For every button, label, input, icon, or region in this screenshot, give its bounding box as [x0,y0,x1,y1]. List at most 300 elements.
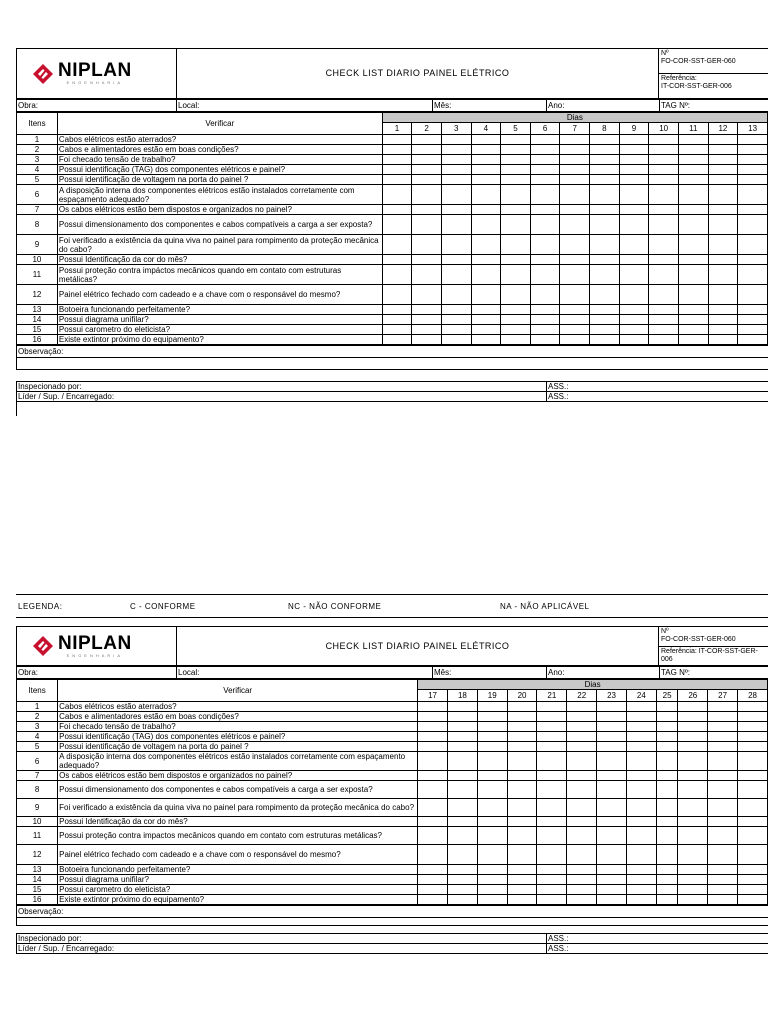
day-check-cell[interactable] [597,799,627,817]
day-check-cell[interactable] [412,185,442,205]
day-check-cell[interactable] [382,315,412,325]
day-check-cell[interactable] [530,305,560,315]
day-check-cell[interactable] [530,185,560,205]
day-check-cell[interactable] [418,817,448,827]
day-check-cell[interactable] [412,305,442,315]
day-check-cell[interactable] [626,817,656,827]
day-check-cell[interactable] [382,165,412,175]
day-check-cell[interactable] [412,285,442,305]
day-check-cell[interactable] [471,285,501,305]
day-check-cell[interactable] [530,235,560,255]
day-check-cell[interactable] [382,215,412,235]
day-check-cell[interactable] [738,305,768,315]
day-check-cell[interactable] [441,155,471,165]
day-check-cell[interactable] [678,827,708,845]
day-check-cell[interactable] [656,885,678,895]
day-check-cell[interactable] [590,165,620,175]
day-check-cell[interactable] [738,895,768,905]
ass-field-4[interactable]: ASS.: [547,944,768,954]
day-check-cell[interactable] [537,895,567,905]
day-check-cell[interactable] [418,865,448,875]
local-field-2[interactable]: Local: [177,667,433,679]
day-check-cell[interactable] [678,135,708,145]
day-check-cell[interactable] [619,255,649,265]
day-check-cell[interactable] [619,335,649,345]
day-check-cell[interactable] [441,175,471,185]
day-check-cell[interactable] [382,135,412,145]
day-check-cell[interactable] [708,315,738,325]
mes-field[interactable]: Mês: [433,100,547,112]
day-check-cell[interactable] [619,185,649,205]
day-check-cell[interactable] [597,722,627,732]
day-check-cell[interactable] [560,335,590,345]
day-check-cell[interactable] [441,325,471,335]
day-check-cell[interactable] [678,215,708,235]
day-check-cell[interactable] [708,781,738,799]
day-check-cell[interactable] [626,865,656,875]
day-check-cell[interactable] [678,712,708,722]
day-check-cell[interactable] [590,185,620,205]
day-check-cell[interactable] [560,265,590,285]
day-check-cell[interactable] [560,135,590,145]
day-check-cell[interactable] [471,235,501,255]
day-check-cell[interactable] [590,335,620,345]
day-check-cell[interactable] [471,145,501,155]
day-check-cell[interactable] [507,712,537,722]
day-check-cell[interactable] [441,265,471,285]
day-check-cell[interactable] [477,722,507,732]
day-check-cell[interactable] [507,845,537,865]
day-check-cell[interactable] [537,817,567,827]
day-check-cell[interactable] [507,885,537,895]
day-check-cell[interactable] [507,752,537,771]
day-check-cell[interactable] [649,305,679,315]
day-check-cell[interactable] [560,255,590,265]
day-check-cell[interactable] [626,895,656,905]
day-check-cell[interactable] [619,265,649,285]
day-check-cell[interactable] [447,799,477,817]
day-check-cell[interactable] [537,875,567,885]
day-check-cell[interactable] [649,325,679,335]
day-check-cell[interactable] [501,165,531,175]
day-check-cell[interactable] [656,875,678,885]
day-check-cell[interactable] [678,722,708,732]
day-check-cell[interactable] [447,742,477,752]
day-check-cell[interactable] [597,712,627,722]
day-check-cell[interactable] [477,752,507,771]
day-check-cell[interactable] [678,175,708,185]
local-field[interactable]: Local: [177,100,433,112]
day-check-cell[interactable] [708,325,738,335]
day-check-cell[interactable] [678,865,708,875]
day-check-cell[interactable] [619,285,649,305]
day-check-cell[interactable] [678,305,708,315]
day-check-cell[interactable] [447,752,477,771]
day-check-cell[interactable] [738,325,768,335]
day-check-cell[interactable] [501,145,531,155]
day-check-cell[interactable] [708,145,738,155]
obra-field[interactable]: Obra: [17,100,177,112]
day-check-cell[interactable] [560,215,590,235]
day-check-cell[interactable] [708,702,738,712]
day-check-cell[interactable] [597,875,627,885]
day-check-cell[interactable] [418,722,448,732]
day-check-cell[interactable] [656,752,678,771]
day-check-cell[interactable] [507,865,537,875]
day-check-cell[interactable] [537,752,567,771]
day-check-cell[interactable] [597,742,627,752]
day-check-cell[interactable] [530,325,560,335]
day-check-cell[interactable] [708,885,738,895]
day-check-cell[interactable] [590,255,620,265]
day-check-cell[interactable] [626,702,656,712]
day-check-cell[interactable] [507,771,537,781]
day-check-cell[interactable] [678,145,708,155]
day-check-cell[interactable] [619,135,649,145]
day-check-cell[interactable] [708,215,738,235]
day-check-cell[interactable] [507,702,537,712]
day-check-cell[interactable] [418,702,448,712]
day-check-cell[interactable] [678,845,708,865]
day-check-cell[interactable] [708,817,738,827]
day-check-cell[interactable] [597,845,627,865]
day-check-cell[interactable] [507,722,537,732]
day-check-cell[interactable] [708,205,738,215]
day-check-cell[interactable] [738,702,768,712]
day-check-cell[interactable] [649,145,679,155]
day-check-cell[interactable] [597,732,627,742]
day-check-cell[interactable] [738,265,768,285]
day-check-cell[interactable] [382,155,412,165]
day-check-cell[interactable] [501,155,531,165]
day-check-cell[interactable] [567,742,597,752]
day-check-cell[interactable] [507,732,537,742]
tag-field-2[interactable]: TAG Nº: [660,667,768,679]
day-check-cell[interactable] [708,335,738,345]
day-check-cell[interactable] [412,315,442,325]
day-check-cell[interactable] [441,135,471,145]
day-check-cell[interactable] [560,145,590,155]
day-check-cell[interactable] [418,845,448,865]
day-check-cell[interactable] [471,335,501,345]
day-check-cell[interactable] [441,335,471,345]
day-check-cell[interactable] [590,285,620,305]
day-check-cell[interactable] [537,827,567,845]
day-check-cell[interactable] [590,235,620,255]
day-check-cell[interactable] [560,305,590,315]
day-check-cell[interactable] [649,285,679,305]
ass-field[interactable]: ASS.: [547,382,768,392]
day-check-cell[interactable] [619,305,649,315]
day-check-cell[interactable] [738,817,768,827]
day-check-cell[interactable] [738,175,768,185]
day-check-cell[interactable] [678,155,708,165]
day-check-cell[interactable] [678,885,708,895]
day-check-cell[interactable] [382,285,412,305]
day-check-cell[interactable] [649,235,679,255]
day-check-cell[interactable] [649,215,679,235]
day-check-cell[interactable] [567,752,597,771]
day-check-cell[interactable] [567,712,597,722]
day-check-cell[interactable] [619,205,649,215]
day-check-cell[interactable] [447,732,477,742]
day-check-cell[interactable] [656,771,678,781]
day-check-cell[interactable] [471,215,501,235]
day-check-cell[interactable] [678,771,708,781]
day-check-cell[interactable] [471,175,501,185]
day-check-cell[interactable] [412,135,442,145]
day-check-cell[interactable] [441,305,471,315]
day-check-cell[interactable] [447,702,477,712]
day-check-cell[interactable] [530,205,560,215]
day-check-cell[interactable] [590,265,620,285]
day-check-cell[interactable] [738,185,768,205]
ass-field-2[interactable]: ASS.: [547,392,768,402]
day-check-cell[interactable] [656,895,678,905]
day-check-cell[interactable] [418,799,448,817]
day-check-cell[interactable] [441,205,471,215]
day-check-cell[interactable] [708,255,738,265]
day-check-cell[interactable] [447,885,477,895]
day-check-cell[interactable] [708,185,738,205]
day-check-cell[interactable] [471,305,501,315]
day-check-cell[interactable] [530,145,560,155]
day-check-cell[interactable] [537,742,567,752]
day-check-cell[interactable] [708,165,738,175]
day-check-cell[interactable] [441,165,471,175]
day-check-cell[interactable] [507,781,537,799]
day-check-cell[interactable] [471,325,501,335]
day-check-cell[interactable] [567,817,597,827]
day-check-cell[interactable] [678,335,708,345]
day-check-cell[interactable] [649,155,679,165]
ano-field-2[interactable]: Ano: [547,667,660,679]
day-check-cell[interactable] [501,335,531,345]
day-check-cell[interactable] [441,255,471,265]
day-check-cell[interactable] [471,135,501,145]
day-check-cell[interactable] [626,722,656,732]
day-check-cell[interactable] [530,165,560,175]
day-check-cell[interactable] [501,215,531,235]
day-check-cell[interactable] [678,702,708,712]
day-check-cell[interactable] [590,145,620,155]
day-check-cell[interactable] [412,145,442,155]
day-check-cell[interactable] [441,215,471,235]
day-check-cell[interactable] [619,175,649,185]
day-check-cell[interactable] [441,185,471,205]
day-check-cell[interactable] [537,732,567,742]
day-check-cell[interactable] [382,255,412,265]
day-check-cell[interactable] [619,155,649,165]
day-check-cell[interactable] [418,742,448,752]
day-check-cell[interactable] [447,817,477,827]
day-check-cell[interactable] [447,827,477,845]
day-check-cell[interactable] [619,315,649,325]
day-check-cell[interactable] [412,215,442,235]
day-check-cell[interactable] [590,175,620,185]
day-check-cell[interactable] [501,325,531,335]
day-check-cell[interactable] [656,732,678,742]
day-check-cell[interactable] [597,865,627,875]
day-check-cell[interactable] [597,752,627,771]
day-check-cell[interactable] [477,885,507,895]
day-check-cell[interactable] [382,175,412,185]
day-check-cell[interactable] [738,335,768,345]
day-check-cell[interactable] [649,165,679,175]
day-check-cell[interactable] [597,895,627,905]
day-check-cell[interactable] [477,799,507,817]
day-check-cell[interactable] [501,255,531,265]
day-check-cell[interactable] [477,817,507,827]
day-check-cell[interactable] [477,865,507,875]
day-check-cell[interactable] [567,722,597,732]
day-check-cell[interactable] [471,255,501,265]
day-check-cell[interactable] [619,165,649,175]
day-check-cell[interactable] [678,895,708,905]
day-check-cell[interactable] [590,305,620,315]
day-check-cell[interactable] [708,865,738,875]
day-check-cell[interactable] [501,315,531,325]
day-check-cell[interactable] [560,235,590,255]
day-check-cell[interactable] [530,175,560,185]
day-check-cell[interactable] [447,771,477,781]
day-check-cell[interactable] [708,752,738,771]
day-check-cell[interactable] [649,175,679,185]
day-check-cell[interactable] [382,265,412,285]
day-check-cell[interactable] [501,185,531,205]
day-check-cell[interactable] [447,895,477,905]
day-check-cell[interactable] [656,742,678,752]
day-check-cell[interactable] [738,255,768,265]
observacao-field-2[interactable] [17,918,768,926]
day-check-cell[interactable] [418,875,448,885]
day-check-cell[interactable] [471,265,501,285]
day-check-cell[interactable] [537,771,567,781]
day-check-cell[interactable] [560,315,590,325]
day-check-cell[interactable] [738,865,768,875]
day-check-cell[interactable] [738,145,768,155]
day-check-cell[interactable] [708,875,738,885]
lider-field-2[interactable]: Líder / Sup. / Encarregado: [17,944,547,954]
day-check-cell[interactable] [708,722,738,732]
day-check-cell[interactable] [619,235,649,255]
day-check-cell[interactable] [738,315,768,325]
day-check-cell[interactable] [507,875,537,885]
day-check-cell[interactable] [708,845,738,865]
day-check-cell[interactable] [382,325,412,335]
day-check-cell[interactable] [678,742,708,752]
day-check-cell[interactable] [678,315,708,325]
day-check-cell[interactable] [560,285,590,305]
day-check-cell[interactable] [501,235,531,255]
day-check-cell[interactable] [412,235,442,255]
day-check-cell[interactable] [590,325,620,335]
day-check-cell[interactable] [619,215,649,235]
day-check-cell[interactable] [447,712,477,722]
day-check-cell[interactable] [560,185,590,205]
day-check-cell[interactable] [738,752,768,771]
day-check-cell[interactable] [507,895,537,905]
day-check-cell[interactable] [382,185,412,205]
day-check-cell[interactable] [412,255,442,265]
day-check-cell[interactable] [626,827,656,845]
day-check-cell[interactable] [619,325,649,335]
day-check-cell[interactable] [477,895,507,905]
day-check-cell[interactable] [441,285,471,305]
day-check-cell[interactable] [678,265,708,285]
day-check-cell[interactable] [597,781,627,799]
day-check-cell[interactable] [626,742,656,752]
day-check-cell[interactable] [738,205,768,215]
day-check-cell[interactable] [567,732,597,742]
day-check-cell[interactable] [412,335,442,345]
day-check-cell[interactable] [477,875,507,885]
day-check-cell[interactable] [477,702,507,712]
day-check-cell[interactable] [477,712,507,722]
day-check-cell[interactable] [560,165,590,175]
day-check-cell[interactable] [708,827,738,845]
day-check-cell[interactable] [678,732,708,742]
day-check-cell[interactable] [560,175,590,185]
day-check-cell[interactable] [567,875,597,885]
day-check-cell[interactable] [708,135,738,145]
day-check-cell[interactable] [649,185,679,205]
day-check-cell[interactable] [708,799,738,817]
day-check-cell[interactable] [649,205,679,215]
day-check-cell[interactable] [708,175,738,185]
day-check-cell[interactable] [501,135,531,145]
day-check-cell[interactable] [537,781,567,799]
day-check-cell[interactable] [619,145,649,155]
day-check-cell[interactable] [530,215,560,235]
day-check-cell[interactable] [471,185,501,205]
day-check-cell[interactable] [567,895,597,905]
day-check-cell[interactable] [530,135,560,145]
day-check-cell[interactable] [678,817,708,827]
day-check-cell[interactable] [477,781,507,799]
day-check-cell[interactable] [501,175,531,185]
day-check-cell[interactable] [471,165,501,175]
day-check-cell[interactable] [537,845,567,865]
day-check-cell[interactable] [678,205,708,215]
day-check-cell[interactable] [626,781,656,799]
day-check-cell[interactable] [708,235,738,255]
day-check-cell[interactable] [507,799,537,817]
day-check-cell[interactable] [708,742,738,752]
day-check-cell[interactable] [738,799,768,817]
day-check-cell[interactable] [530,155,560,165]
day-check-cell[interactable] [678,799,708,817]
day-check-cell[interactable] [507,742,537,752]
day-check-cell[interactable] [656,817,678,827]
day-check-cell[interactable] [678,165,708,175]
day-check-cell[interactable] [626,771,656,781]
day-check-cell[interactable] [441,145,471,155]
inspecionado-field-2[interactable]: Inspecionado por: [17,934,547,944]
day-check-cell[interactable] [418,752,448,771]
day-check-cell[interactable] [412,265,442,285]
day-check-cell[interactable] [597,702,627,712]
day-check-cell[interactable] [738,732,768,742]
day-check-cell[interactable] [656,781,678,799]
day-check-cell[interactable] [447,865,477,875]
day-check-cell[interactable] [530,335,560,345]
day-check-cell[interactable] [530,315,560,325]
day-check-cell[interactable] [738,235,768,255]
day-check-cell[interactable] [738,215,768,235]
day-check-cell[interactable] [501,265,531,285]
observacao-field[interactable] [17,358,768,370]
